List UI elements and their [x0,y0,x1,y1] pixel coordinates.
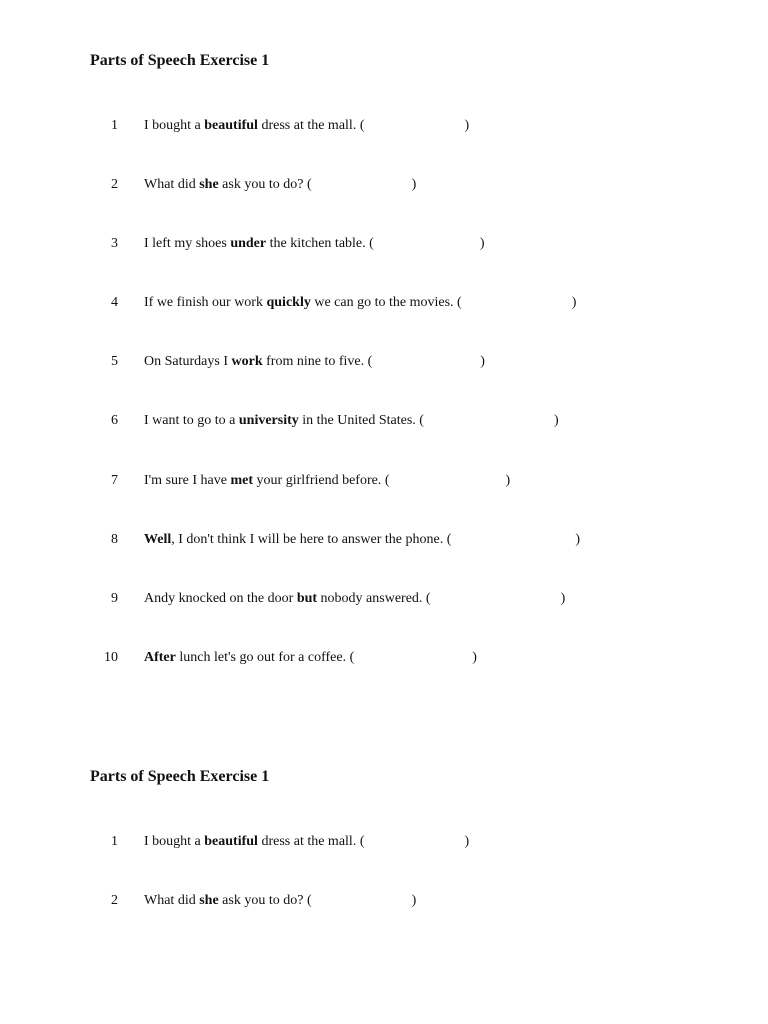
close-paren: ) [479,236,485,251]
sentence-text: What did [144,177,200,192]
question-number: 6 [111,413,118,428]
question-sentence [144,530,580,550]
sentence-text: the kitchen table. ( [266,236,374,251]
sentence-text: nobody answered. ( [317,591,431,606]
sentence-text: On Saturdays I [144,354,232,369]
question-number: 2 [111,177,118,192]
target-word: work [231,354,263,369]
close-paren: ) [505,473,511,488]
question-number: 1 [111,834,118,849]
question-number: 5 [111,354,118,369]
close-paren: ) [472,650,477,665]
sentence-text: from nine to five. ( [262,354,373,369]
sentence-text: I bought a [144,834,205,849]
target-word: beautiful [204,118,258,133]
target-word: met [230,473,254,488]
question-number: 9 [111,591,118,606]
question-sentence [144,116,469,136]
sentence-text: ask you to do? ( [218,177,312,192]
question-sentence [144,891,416,911]
target-word: university [238,413,299,428]
target-word: After [144,650,176,665]
question-sentence [144,832,469,852]
question-sentence [144,293,576,313]
sentence-text: I bought a [144,118,205,133]
target-word: Well [144,532,172,547]
close-paren: ) [411,177,417,192]
question-number: 1 [111,118,118,133]
sentence-text: dress at the mall. ( [257,118,365,133]
sentence-text: If we finish our work [144,295,267,310]
sentence-text: I left my shoes [144,236,231,251]
question-number: 7 [111,473,118,488]
sentence-text: lunch let's go out for a coffee. ( [175,650,355,665]
question-sentence [144,471,510,491]
sentence-text: I want to go to a [144,413,239,428]
target-word: she [199,893,219,908]
sentence-text: in the United States. ( [298,413,424,428]
sentence-text: we can go to the movies. ( [310,295,462,310]
question-sentence [144,352,485,372]
question-number: 8 [111,532,118,547]
close-paren: ) [575,532,581,547]
target-word: under [230,236,267,251]
sentence-text: Andy knocked on the door [144,591,297,606]
question-number: 3 [111,236,118,251]
sentence-text: dress at the mall. ( [257,834,365,849]
close-paren: ) [571,295,577,310]
question-sentence [144,175,416,195]
sentence-text: your girlfriend before. ( [253,473,390,488]
target-word: but [296,591,318,606]
target-word: beautiful [204,834,258,849]
close-paren: ) [411,893,417,908]
close-paren: ) [464,834,470,849]
close-paren: ) [553,413,559,428]
sentence-text: , I don't think I will be here to answer the phone. ( [171,532,452,547]
close-paren: ) [560,591,566,606]
question-sentence [144,589,565,609]
target-word: she [199,177,219,192]
question-sentence [144,411,559,431]
exercise-title: Parts of Speech Exercise 1 [90,52,270,69]
question-number: 4 [111,295,118,310]
close-paren: ) [480,354,485,369]
close-paren: ) [464,118,470,133]
question-number: 2 [111,893,118,908]
question-number: 10 [104,650,118,665]
sentence-text: What did [144,893,200,908]
question-sentence [144,234,484,254]
exercise-title: Parts of Speech Exercise 1 [90,768,270,785]
question-sentence [144,648,477,668]
sentence-text: I'm sure I have [144,473,231,488]
sentence-text: ask you to do? ( [218,893,312,908]
target-word: quickly [266,295,311,310]
